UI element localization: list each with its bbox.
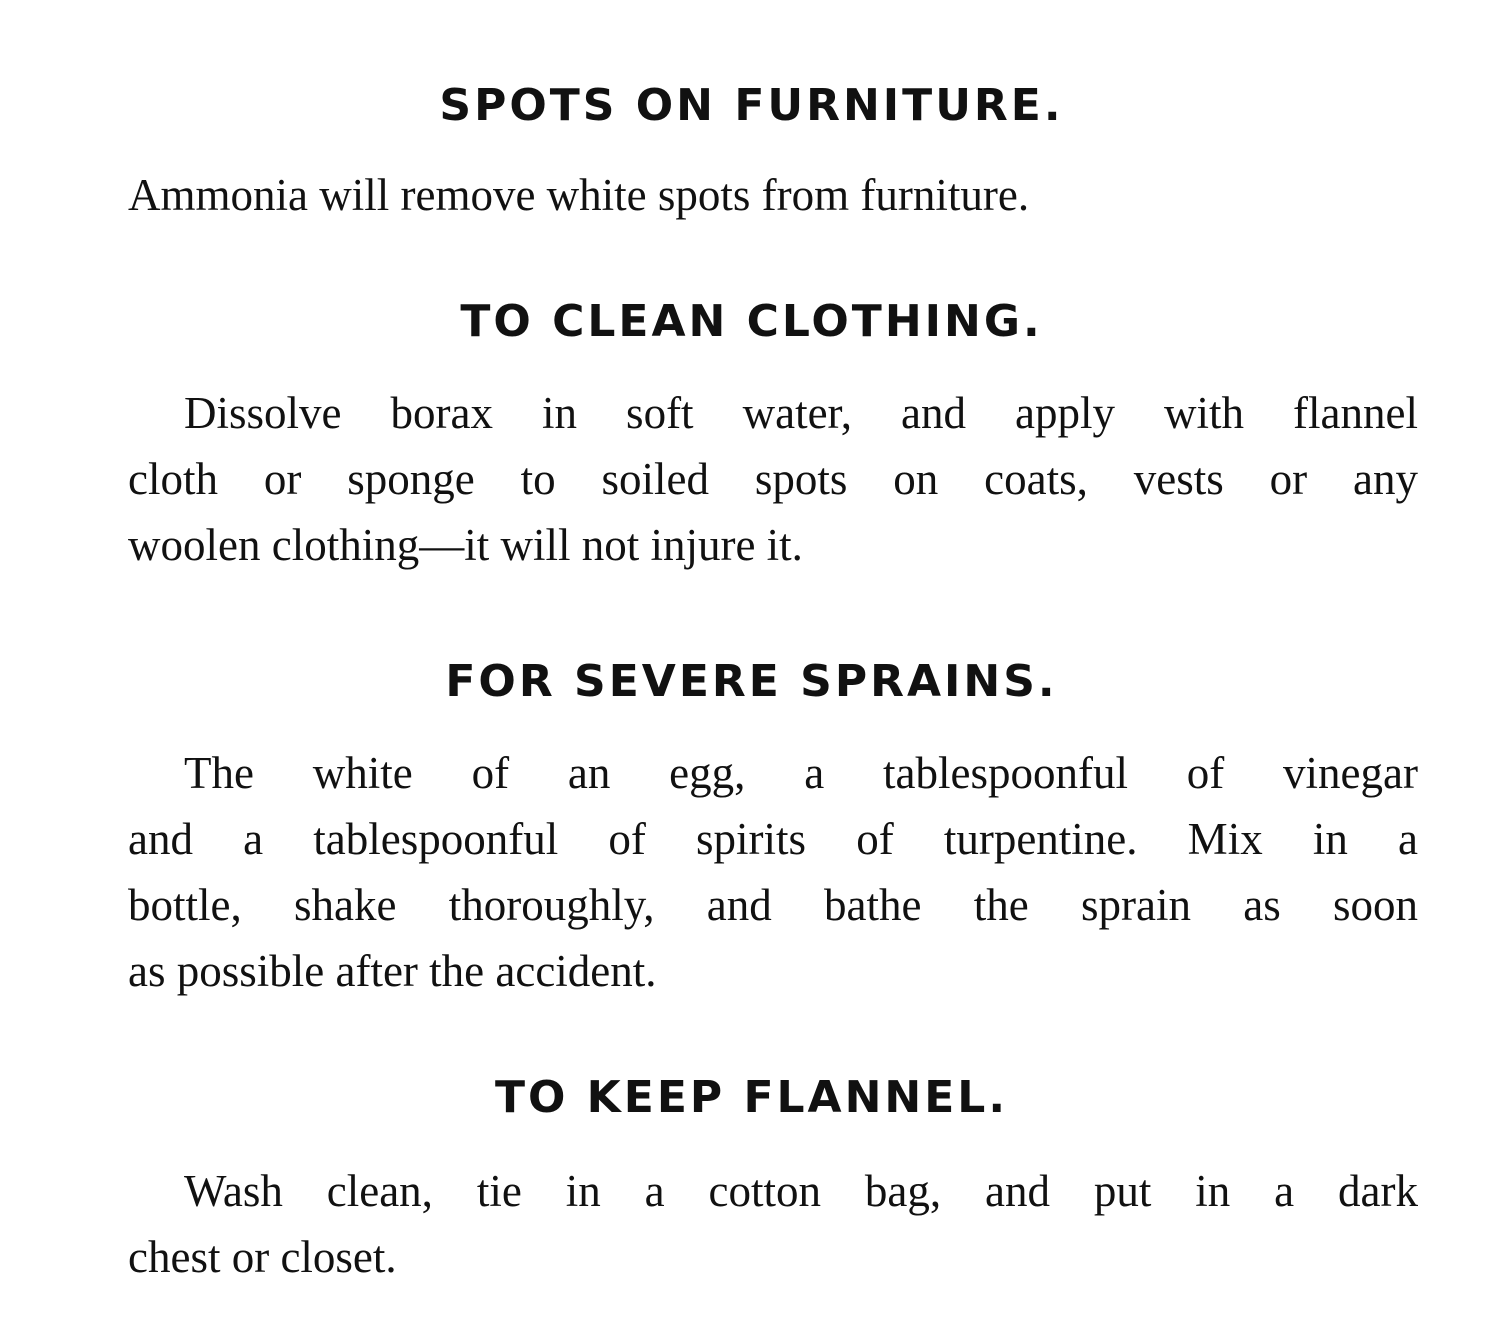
text-line: Ammonia will remove white spots from furniture. bbox=[128, 170, 1030, 220]
text-line: chest or closet. bbox=[128, 1232, 397, 1282]
heading-for-severe-sprains: FOR SEVERE SPRAINS. bbox=[445, 656, 1058, 707]
heading-to-clean-clothing: TO CLEAN CLOTHING. bbox=[460, 296, 1043, 347]
text-line: and a tablespoonful of spirits of turpentine. Mix in a bbox=[128, 814, 1418, 864]
paragraph-to-keep-flannel bbox=[128, 1158, 1418, 1290]
text-line: Wash clean, tie in a cotton bag, and put in a dark bbox=[184, 1166, 1418, 1216]
text-line: bottle, shake thoroughly, and bathe the sprain as soon bbox=[128, 880, 1418, 930]
paragraph-to-clean-clothing bbox=[128, 380, 1418, 578]
paragraph-spots-on-furniture bbox=[128, 162, 1418, 228]
heading-spots-on-furniture: SPOTS ON FURNITURE. bbox=[439, 80, 1064, 131]
text-line: cloth or sponge to soiled spots on coats, vests or any bbox=[128, 454, 1418, 504]
text-line: The white of an egg, a tablespoonful of vinegar bbox=[184, 748, 1418, 798]
text-line: woolen clothing—it will not injure it. bbox=[128, 520, 803, 570]
paragraph-for-severe-sprains bbox=[128, 740, 1418, 1004]
text-line: as possible after the accident. bbox=[128, 946, 657, 996]
text-line: Dissolve borax in soft water, and apply with flannel bbox=[184, 388, 1418, 438]
heading-to-keep-flannel: TO KEEP FLANNEL. bbox=[494, 1072, 1009, 1123]
